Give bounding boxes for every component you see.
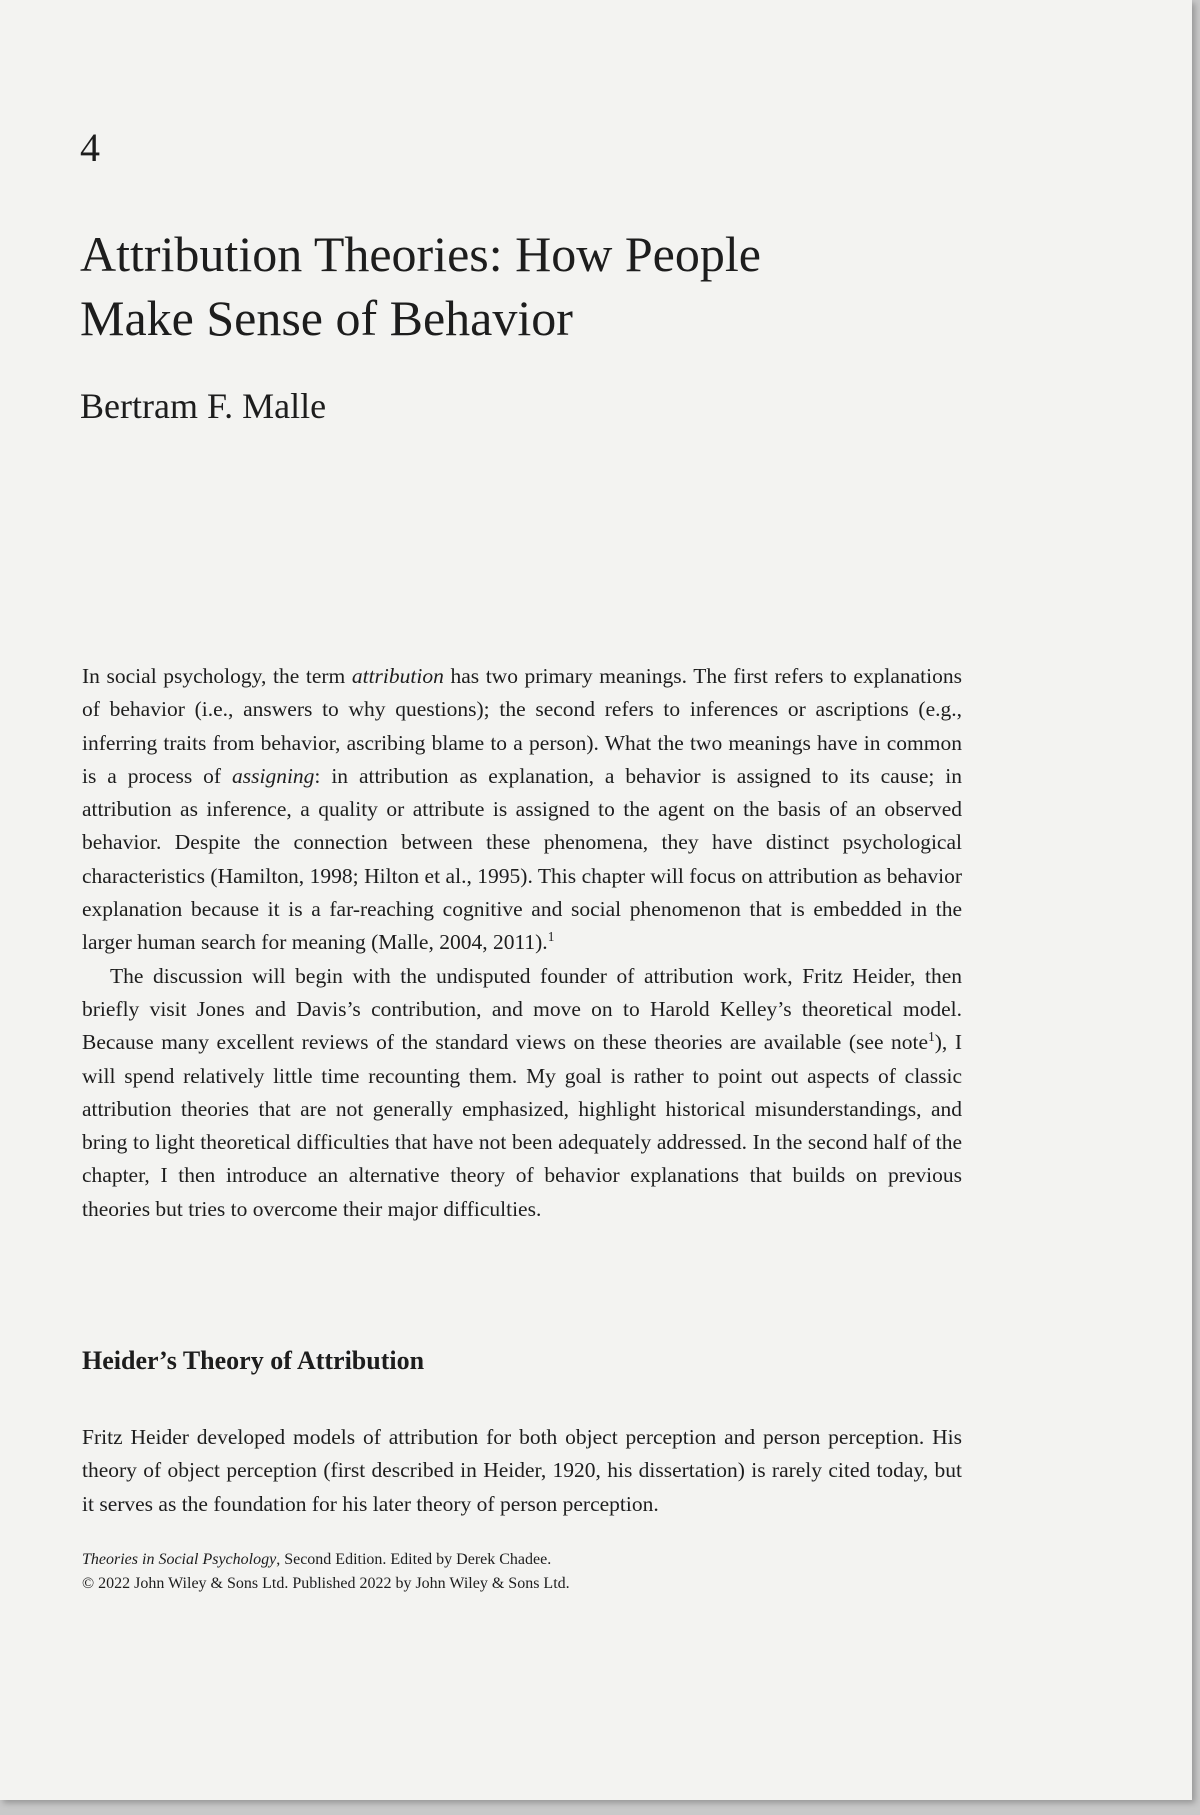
section-heading: Heider’s Theory of Attribution <box>82 1346 425 1375</box>
chapter-title-line-2: Make Sense of Behavior <box>80 290 573 346</box>
intro-p1-italic-term-1: attribution <box>351 664 444 688</box>
intro-p1-text-3: : in attribution as explanation, a behavior is assigned to its cause; in attribution as inference, a quality or attribute is assigned to the agent on the basis of an observed behavior. Despite the connection between these phenomena, they have distinct psychological characteristics (Hamilton, 1998; Hilton et al., 1995). This chapter will focus on attribution as behavior explanation because it is a far-reaching cognitive and social phenomenon that is embedded in the larger human search for meaning (Malle, 2004, 2011). <box>82 763 962 955</box>
intro-p1-text-2: has two primary meanings. The first refers to explanations of behavior (i.e., answers to why questions); the second refers to inferences or ascriptions (e.g., inferring traits from behavior, ascribing blame to a person). What the two meanings have in common is a process of <box>82 664 963 788</box>
page-footer <box>82 1548 570 1596</box>
footer-copyright: © 2022 John Wiley & Sons Ltd. Published 2022 by John Wiley & Sons Ltd. <box>82 1575 570 1592</box>
intro-p1-text-1: In social psychology, the term <box>82 664 352 688</box>
intro-paragraph-1 <box>82 660 962 960</box>
section-paragraph-1: Fritz Heider developed models of attribution for both object perception and person perception. His theory of object perception (first described in Heider, 1920, his dissertation) is rarely cited today, but it serves as the foundation for his later theory of person perception. <box>82 1425 962 1516</box>
chapter-author: Bertram F. Malle <box>80 386 327 426</box>
intro-p2-text-1: The discussion will begin with the undisputed founder of attribution work, Fritz Heider, then briefly visit Jones and Davis’s contribution, and move on to Harold Kelley’s theoretical model. Because many excellent reviews of the standard views on these theories are available (see note <box>82 963 962 1055</box>
intro-p1-italic-term-2: assigning <box>231 763 315 788</box>
chapter-intro <box>82 660 962 1226</box>
section-body <box>82 1421 962 1521</box>
footnote-ref: 1 <box>928 1029 935 1045</box>
intro-p2-text-2: ), I will spend relatively little time recounting them. My goal is rather to point out aspects of classic attribution theories that are not generally emphasized, highlight historical misunderstandings, and bring to light theoretical difficulties that have not been adequately addressed. In the second half of the chapter, I then introduce an alternative theory of behavior explanations that builds on previous theories but tries to overcome their major difficulties. <box>82 1030 963 1221</box>
intro-paragraph-2 <box>82 960 962 1226</box>
chapter-title <box>80 222 880 350</box>
chapter-number: 4 <box>80 125 100 170</box>
chapter-title-line-1: Attribution Theories: How People <box>80 226 761 282</box>
footer-book-title: Theories in Social Psychology <box>82 1551 277 1568</box>
footer-citation <box>82 1548 570 1572</box>
footer-edition: , Second Edition. Edited by Derek Chadee. <box>276 1551 552 1568</box>
footnote-ref: 1 <box>547 929 555 945</box>
